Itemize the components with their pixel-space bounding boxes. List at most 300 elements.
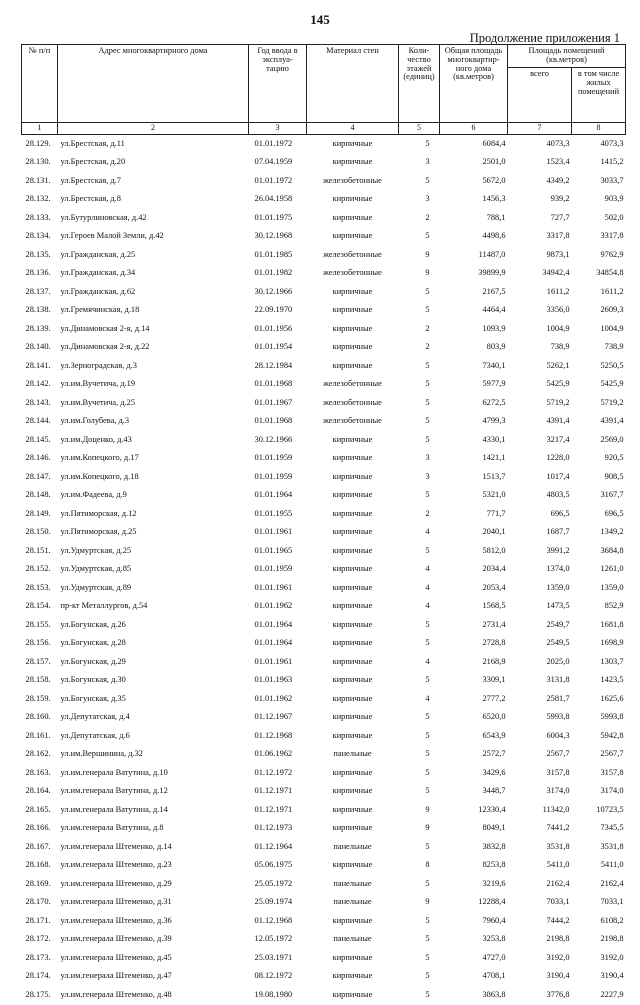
premises-all-cell: 3217,4 bbox=[546, 434, 570, 444]
year-cell: 01.01.1967 bbox=[254, 397, 293, 407]
premises-residential-cell: 3317,8 bbox=[600, 231, 624, 241]
address-cell: ул.Брестская, д.8 bbox=[60, 194, 121, 204]
floors-cell: 5 bbox=[425, 434, 430, 444]
address-cell: ул.Брестская, д.20 bbox=[60, 157, 126, 167]
table-row bbox=[22, 968, 626, 987]
table-row bbox=[22, 431, 626, 450]
header-floors: Коли-чество этажей (единиц) bbox=[399, 45, 440, 123]
total-area-cell: 12330,4 bbox=[478, 804, 506, 814]
total-area-cell: 8253,8 bbox=[482, 860, 506, 870]
premises-residential-cell: 1359,0 bbox=[600, 582, 624, 592]
premises-all-cell: 5262,1 bbox=[546, 360, 570, 370]
header-premises-all: всего bbox=[508, 68, 572, 123]
premises-all-cell: 2162,4 bbox=[546, 878, 570, 888]
material-cell: кирпичные bbox=[332, 767, 373, 777]
material-cell: железобетонные bbox=[323, 268, 382, 278]
table-row bbox=[22, 820, 626, 839]
premises-residential-cell: 5250,5 bbox=[600, 360, 624, 370]
year-cell: 01.12.1968 bbox=[254, 915, 293, 925]
premises-residential-cell: 2567,7 bbox=[600, 749, 624, 759]
premises-residential-cell: 5425,9 bbox=[600, 379, 624, 389]
year-cell: 07.04.1959 bbox=[254, 157, 293, 167]
row-number: 28.155. bbox=[25, 619, 51, 629]
address-cell: ул.Динамовская 2-я, д.14 bbox=[60, 323, 150, 333]
floors-cell: 5 bbox=[425, 878, 430, 888]
material-cell: кирпичные bbox=[332, 952, 373, 962]
material-cell: кирпичные bbox=[332, 619, 373, 629]
premises-residential-cell: 696,5 bbox=[604, 508, 624, 518]
total-area-cell: 2501,0 bbox=[482, 157, 506, 167]
premises-residential-cell: 5942,8 bbox=[600, 730, 624, 740]
total-area-cell: 6520,0 bbox=[482, 712, 506, 722]
row-number: 28.137. bbox=[25, 286, 51, 296]
year-cell: 01.12.1971 bbox=[254, 804, 293, 814]
row-number: 28.173. bbox=[25, 952, 51, 962]
premises-residential-cell: 1415,2 bbox=[600, 157, 624, 167]
premises-all-cell: 939,2 bbox=[550, 194, 570, 204]
premises-residential-cell: 903,9 bbox=[604, 194, 624, 204]
material-cell: кирпичные bbox=[332, 786, 373, 796]
address-cell: ул.им.Фадеева, д.9 bbox=[60, 490, 127, 500]
premises-residential-cell: 3531,8 bbox=[600, 841, 624, 851]
row-number: 28.132. bbox=[25, 194, 51, 204]
premises-residential-cell: 4073,3 bbox=[600, 138, 624, 148]
floors-cell: 5 bbox=[425, 397, 430, 407]
year-cell: 01.01.1961 bbox=[254, 582, 293, 592]
year-cell: 01.01.1972 bbox=[254, 175, 293, 185]
table-row bbox=[22, 857, 626, 876]
premises-residential-cell: 3174,0 bbox=[600, 786, 624, 796]
premises-residential-cell: 3684,8 bbox=[600, 545, 624, 555]
header-premises-area: Площадь помещений (кв.метров) bbox=[508, 45, 626, 68]
year-cell: 25.09.1974 bbox=[254, 897, 293, 907]
year-cell: 22.09.1970 bbox=[254, 305, 293, 315]
row-number: 28.142. bbox=[25, 379, 51, 389]
row-number: 28.172. bbox=[25, 934, 51, 944]
material-cell: кирпичные bbox=[332, 508, 373, 518]
premises-all-cell: 3174,0 bbox=[546, 786, 570, 796]
address-cell: ул.Депутатская, д.6 bbox=[60, 730, 130, 740]
floors-cell: 5 bbox=[425, 841, 430, 851]
total-area-cell: 1568,5 bbox=[482, 601, 506, 611]
address-cell: ул.Гражданская, д.34 bbox=[60, 268, 136, 278]
table-row bbox=[22, 875, 626, 894]
total-area-cell: 4799,3 bbox=[482, 416, 506, 426]
premises-residential-cell: 3167,7 bbox=[600, 490, 624, 500]
premises-all-cell: 3317,8 bbox=[546, 231, 570, 241]
year-cell: 01.01.1965 bbox=[254, 545, 293, 555]
total-area-cell: 4330,1 bbox=[482, 434, 506, 444]
material-cell: кирпичные bbox=[332, 712, 373, 722]
premises-residential-cell: 2198,8 bbox=[600, 934, 624, 944]
address-cell: ул.Богунская, д.28 bbox=[60, 638, 126, 648]
total-area-cell: 5812,0 bbox=[482, 545, 506, 555]
table-row bbox=[22, 653, 626, 672]
address-cell: ул.им.генерала Штеменко, д.48 bbox=[60, 989, 172, 999]
total-area-cell: 5977,9 bbox=[482, 379, 506, 389]
total-area-cell: 6084,4 bbox=[482, 138, 506, 148]
row-number: 28.134. bbox=[25, 231, 51, 241]
address-cell: ул.им.генерала Штеменко, д.45 bbox=[60, 952, 172, 962]
row-number: 28.160. bbox=[25, 712, 51, 722]
header-year: Год ввода в эксплуа-тацию bbox=[249, 45, 307, 123]
premises-residential-cell: 5411,0 bbox=[600, 860, 624, 870]
total-area-cell: 2053,4 bbox=[482, 582, 506, 592]
premises-residential-cell: 1681,8 bbox=[600, 619, 624, 629]
total-area-cell: 4727,0 bbox=[482, 952, 506, 962]
column-number: 6 bbox=[440, 123, 508, 135]
total-area-cell: 7960,4 bbox=[482, 915, 506, 925]
total-area-cell: 2572,7 bbox=[482, 749, 506, 759]
year-cell: 01.01.1955 bbox=[254, 508, 293, 518]
material-cell: кирпичные bbox=[332, 989, 373, 999]
material-cell: железобетонные bbox=[323, 416, 382, 426]
year-cell: 01.01.1962 bbox=[254, 601, 293, 611]
material-cell: кирпичные bbox=[332, 971, 373, 981]
material-cell: железобетонные bbox=[323, 249, 382, 259]
total-area-cell: 2777,2 bbox=[482, 693, 506, 703]
year-cell: 01.01.1959 bbox=[254, 564, 293, 574]
table-row bbox=[22, 135, 626, 154]
address-cell: ул.им.генерала Ватутина, д.8 bbox=[60, 823, 164, 833]
table-row bbox=[22, 783, 626, 802]
premises-residential-cell: 738,9 bbox=[604, 342, 624, 352]
row-number: 28.152. bbox=[25, 564, 51, 574]
floors-cell: 5 bbox=[425, 730, 430, 740]
premises-all-cell: 3776,8 bbox=[546, 989, 570, 999]
premises-all-cell: 6004,3 bbox=[546, 730, 570, 740]
floors-cell: 5 bbox=[425, 767, 430, 777]
total-area-cell: 1513,7 bbox=[482, 471, 506, 481]
year-cell: 01.01.1982 bbox=[254, 268, 293, 278]
address-cell: ул.им.Голубева, д.3 bbox=[60, 416, 130, 426]
table-row bbox=[22, 339, 626, 358]
row-number: 28.144. bbox=[25, 416, 51, 426]
table-row bbox=[22, 598, 626, 617]
premises-all-cell: 2549,7 bbox=[546, 619, 570, 629]
premises-all-cell: 1523,4 bbox=[546, 157, 570, 167]
floors-cell: 3 bbox=[425, 194, 430, 204]
floors-cell: 4 bbox=[425, 693, 430, 703]
premises-all-cell: 1687,7 bbox=[546, 527, 570, 537]
continuation-label: Продолжение приложения 1 bbox=[469, 31, 620, 45]
premises-all-cell: 5993,8 bbox=[546, 712, 570, 722]
year-cell: 30.12.1966 bbox=[254, 434, 293, 444]
address-cell: ул.Брестская, д.7 bbox=[60, 175, 121, 185]
material-cell: железобетонные bbox=[323, 175, 382, 185]
floors-cell: 2 bbox=[425, 212, 430, 222]
row-number: 28.147. bbox=[25, 471, 51, 481]
floors-cell: 5 bbox=[425, 545, 430, 555]
material-cell: кирпичные bbox=[332, 434, 373, 444]
row-number: 28.135. bbox=[25, 249, 51, 259]
address-cell: ул.Пятиморская, д.25 bbox=[60, 527, 137, 537]
material-cell: кирпичные bbox=[332, 323, 373, 333]
total-area-cell: 3448,7 bbox=[482, 786, 506, 796]
premises-all-cell: 2549,5 bbox=[546, 638, 570, 648]
material-cell: кирпичные bbox=[332, 194, 373, 204]
column-numbers-row bbox=[22, 123, 626, 135]
address-cell: ул.Богунская, д.35 bbox=[60, 693, 126, 703]
row-number: 28.174. bbox=[25, 971, 51, 981]
address-cell: ул.Богунская, д.29 bbox=[60, 656, 126, 666]
premises-residential-cell: 1698,9 bbox=[600, 638, 624, 648]
year-cell: 01.01.1961 bbox=[254, 527, 293, 537]
year-cell: 25.03.1971 bbox=[254, 952, 293, 962]
row-number: 28.138. bbox=[25, 305, 51, 315]
year-cell: 01.12.1968 bbox=[254, 730, 293, 740]
total-area-cell: 788,1 bbox=[486, 212, 506, 222]
premises-residential-cell: 2569,0 bbox=[600, 434, 624, 444]
row-number: 28.145. bbox=[25, 434, 51, 444]
table-row bbox=[22, 727, 626, 746]
header-address: Адрес многоквартирного дома bbox=[58, 45, 249, 123]
premises-residential-cell: 852,9 bbox=[604, 601, 624, 611]
premises-residential-cell: 2227,9 bbox=[600, 989, 624, 999]
premises-all-cell: 9873,1 bbox=[546, 249, 570, 259]
table-row bbox=[22, 579, 626, 598]
floors-cell: 5 bbox=[425, 379, 430, 389]
row-number: 28.153. bbox=[25, 582, 51, 592]
address-cell: ул.им.Вучетича, д.19 bbox=[60, 379, 136, 389]
total-area-cell: 6543,9 bbox=[482, 730, 506, 740]
address-cell: ул.Героев Малой Земли, д.42 bbox=[60, 231, 164, 241]
premises-all-cell: 4349,2 bbox=[546, 175, 570, 185]
material-cell: кирпичные bbox=[332, 675, 373, 685]
row-number: 28.167. bbox=[25, 841, 51, 851]
premises-all-cell: 34942,4 bbox=[542, 268, 570, 278]
address-cell: ул.им.генерала Штеменко, д.14 bbox=[60, 841, 172, 851]
address-cell: ул.Гремячинская, д.18 bbox=[60, 305, 140, 315]
material-cell: кирпичные bbox=[332, 804, 373, 814]
premises-all-cell: 5411,0 bbox=[546, 860, 570, 870]
total-area-cell: 2731,4 bbox=[482, 619, 506, 629]
row-number: 28.149. bbox=[25, 508, 51, 518]
table-row bbox=[22, 672, 626, 691]
material-cell: кирпичные bbox=[332, 138, 373, 148]
floors-cell: 4 bbox=[425, 527, 430, 537]
row-number: 28.143. bbox=[25, 397, 51, 407]
material-cell: кирпичные bbox=[332, 860, 373, 870]
address-cell: ул.Пятиморская, д.12 bbox=[60, 508, 137, 518]
floors-cell: 3 bbox=[425, 157, 430, 167]
premises-residential-cell: 502,0 bbox=[604, 212, 624, 222]
row-number: 28.163. bbox=[25, 767, 51, 777]
year-cell: 01.12.1972 bbox=[254, 767, 293, 777]
year-cell: 01.12.1971 bbox=[254, 786, 293, 796]
premises-all-cell: 2581,7 bbox=[546, 693, 570, 703]
year-cell: 01.01.1964 bbox=[254, 638, 293, 648]
premises-residential-cell: 5993,8 bbox=[600, 712, 624, 722]
address-cell: ул.Гражданская, д.62 bbox=[60, 286, 136, 296]
material-cell: панельные bbox=[333, 878, 372, 888]
premises-all-cell: 4073,3 bbox=[546, 138, 570, 148]
total-area-cell: 2167,5 bbox=[482, 286, 506, 296]
floors-cell: 5 bbox=[425, 305, 430, 315]
total-area-cell: 7340,1 bbox=[482, 360, 506, 370]
total-area-cell: 3863,8 bbox=[482, 989, 506, 999]
floors-cell: 4 bbox=[425, 564, 430, 574]
year-cell: 01.12.1973 bbox=[254, 823, 293, 833]
premises-residential-cell: 10723,5 bbox=[596, 804, 624, 814]
premises-all-cell: 1611,2 bbox=[546, 286, 570, 296]
year-cell: 01.01.1962 bbox=[254, 693, 293, 703]
year-cell: 30.12.1968 bbox=[254, 231, 293, 241]
housing-table bbox=[21, 44, 626, 1005]
year-cell: 01.01.1975 bbox=[254, 212, 293, 222]
material-cell: кирпичные bbox=[332, 582, 373, 592]
material-cell: кирпичные bbox=[332, 305, 373, 315]
total-area-cell: 8049,1 bbox=[482, 823, 506, 833]
premises-all-cell: 2198,8 bbox=[546, 934, 570, 944]
year-cell: 25.05.1972 bbox=[254, 878, 293, 888]
table-row bbox=[22, 246, 626, 265]
premises-all-cell: 3531,8 bbox=[546, 841, 570, 851]
address-cell: ул.им.Копецкого, д.17 bbox=[60, 453, 139, 463]
header-total-area: Общая площадь многоквартир-ного дома (кв.метров) bbox=[440, 45, 508, 123]
premises-residential-cell: 3033,7 bbox=[600, 175, 624, 185]
premises-all-cell: 4391,4 bbox=[546, 416, 570, 426]
material-cell: кирпичные bbox=[332, 231, 373, 241]
address-cell: ул.им.генерала Штеменко, д.23 bbox=[60, 860, 172, 870]
total-area-cell: 1093,9 bbox=[482, 323, 506, 333]
table-row bbox=[22, 894, 626, 913]
premises-residential-cell: 1625,6 bbox=[600, 693, 624, 703]
premises-residential-cell: 920,5 bbox=[604, 453, 624, 463]
premises-residential-cell: 4391,4 bbox=[600, 416, 624, 426]
column-number: 4 bbox=[307, 123, 399, 135]
premises-all-cell: 7441,2 bbox=[546, 823, 570, 833]
total-area-cell: 12288,4 bbox=[478, 897, 506, 907]
row-number: 28.165. bbox=[25, 804, 51, 814]
premises-all-cell: 1228,0 bbox=[546, 453, 570, 463]
row-number: 28.170. bbox=[25, 897, 51, 907]
address-cell: ул.им.генерала Штеменко, д.36 bbox=[60, 915, 172, 925]
material-cell: кирпичные bbox=[332, 730, 373, 740]
total-area-cell: 1421,1 bbox=[482, 453, 506, 463]
total-area-cell: 5321,0 bbox=[482, 490, 506, 500]
table-row bbox=[22, 450, 626, 469]
row-number: 28.131. bbox=[25, 175, 51, 185]
row-number: 28.168. bbox=[25, 860, 51, 870]
total-area-cell: 11487,0 bbox=[478, 249, 506, 259]
premises-residential-cell: 3190,4 bbox=[600, 971, 624, 981]
premises-all-cell: 11342,0 bbox=[542, 804, 570, 814]
floors-cell: 4 bbox=[425, 601, 430, 611]
premises-all-cell: 7033,1 bbox=[546, 897, 570, 907]
premises-residential-cell: 3157,8 bbox=[600, 767, 624, 777]
material-cell: панельные bbox=[333, 897, 372, 907]
floors-cell: 5 bbox=[425, 934, 430, 944]
premises-all-cell: 3356,0 bbox=[546, 305, 570, 315]
year-cell: 26.04.1958 bbox=[254, 194, 293, 204]
total-area-cell: 5672,0 bbox=[482, 175, 506, 185]
address-cell: ул.Бутурлиновская, д.42 bbox=[60, 212, 147, 222]
floors-cell: 5 bbox=[425, 712, 430, 722]
floors-cell: 9 bbox=[425, 804, 430, 814]
table-row bbox=[22, 413, 626, 432]
table-row bbox=[22, 690, 626, 709]
row-number: 28.159. bbox=[25, 693, 51, 703]
year-cell: 01.01.1964 bbox=[254, 490, 293, 500]
table-row bbox=[22, 616, 626, 635]
year-cell: 01.12.1964 bbox=[254, 841, 293, 851]
premises-all-cell: 3192,0 bbox=[546, 952, 570, 962]
floors-cell: 5 bbox=[425, 638, 430, 648]
address-cell: ул.Зерноградская, д.3 bbox=[60, 360, 137, 370]
total-area-cell: 4498,6 bbox=[482, 231, 506, 241]
row-number: 28.158. bbox=[25, 675, 51, 685]
material-cell: кирпичные bbox=[332, 564, 373, 574]
address-cell: ул.им.генерала Штеменко, д.31 bbox=[60, 897, 172, 907]
total-area-cell: 3253,8 bbox=[482, 934, 506, 944]
table-row bbox=[22, 302, 626, 321]
material-cell: кирпичные bbox=[332, 545, 373, 555]
row-number: 28.169. bbox=[25, 878, 51, 888]
table-row bbox=[22, 487, 626, 506]
floors-cell: 2 bbox=[425, 508, 430, 518]
row-number: 28.148. bbox=[25, 490, 51, 500]
total-area-cell: 1456,3 bbox=[482, 194, 506, 204]
table-row bbox=[22, 986, 626, 1005]
material-cell: кирпичные bbox=[332, 490, 373, 500]
material-cell: кирпичные bbox=[332, 656, 373, 666]
material-cell: железобетонные bbox=[323, 397, 382, 407]
address-cell: ул.им.Вершинина, д.32 bbox=[60, 749, 143, 759]
table-row bbox=[22, 468, 626, 487]
material-cell: кирпичные bbox=[332, 212, 373, 222]
floors-cell: 5 bbox=[425, 786, 430, 796]
address-cell: ул.Динамовская 2-я, д.22 bbox=[60, 342, 150, 352]
premises-residential-cell: 7033,1 bbox=[600, 897, 624, 907]
table-row bbox=[22, 228, 626, 247]
row-number: 28.157. bbox=[25, 656, 51, 666]
premises-all-cell: 5719,2 bbox=[546, 397, 570, 407]
row-number: 28.164. bbox=[25, 786, 51, 796]
table-row bbox=[22, 209, 626, 228]
premises-all-cell: 3991,2 bbox=[546, 545, 570, 555]
table-row bbox=[22, 949, 626, 968]
table-row bbox=[22, 764, 626, 783]
total-area-cell: 2168,9 bbox=[482, 656, 506, 666]
total-area-cell: 3429,6 bbox=[482, 767, 506, 777]
table-row bbox=[22, 838, 626, 857]
premises-all-cell: 1004,9 bbox=[546, 323, 570, 333]
year-cell: 28.12.1984 bbox=[254, 360, 293, 370]
header-material: Материал стен bbox=[307, 45, 399, 123]
table-row bbox=[22, 283, 626, 302]
floors-cell: 5 bbox=[425, 416, 430, 426]
floors-cell: 5 bbox=[425, 675, 430, 685]
material-cell: кирпичные bbox=[332, 342, 373, 352]
year-cell: 01.01.1963 bbox=[254, 675, 293, 685]
address-cell: ул.Депутатская, д.4 bbox=[60, 712, 130, 722]
table-row bbox=[22, 561, 626, 580]
floors-cell: 9 bbox=[425, 249, 430, 259]
header-premises-residential: в том числе жилых помещений bbox=[572, 68, 626, 123]
year-cell: 01.01.1954 bbox=[254, 342, 293, 352]
column-number: 5 bbox=[399, 123, 440, 135]
total-area-cell: 771,7 bbox=[486, 508, 506, 518]
table-row bbox=[22, 542, 626, 561]
total-area-cell: 6272,5 bbox=[482, 397, 506, 407]
premises-residential-cell: 1261,0 bbox=[600, 564, 624, 574]
address-cell: ул.Удмуртская, д.89 bbox=[60, 582, 132, 592]
floors-cell: 4 bbox=[425, 582, 430, 592]
premises-residential-cell: 7345,5 bbox=[600, 823, 624, 833]
table-row bbox=[22, 746, 626, 765]
premises-all-cell: 3131,8 bbox=[546, 675, 570, 685]
